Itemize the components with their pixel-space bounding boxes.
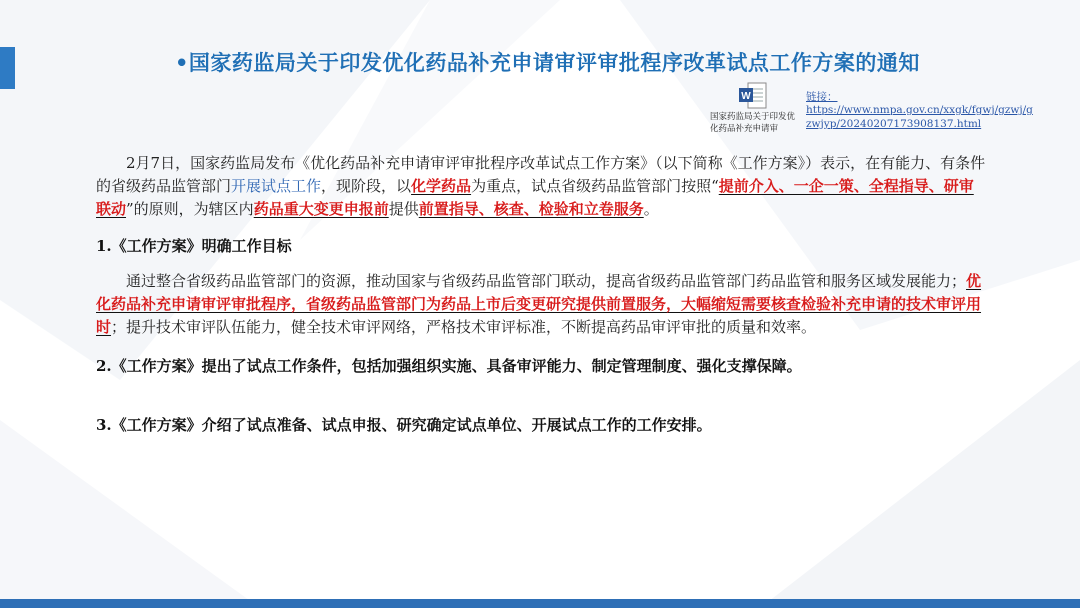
highlight-pilot-work: 开展试点工作: [231, 177, 322, 195]
highlight-services: 前置指导、核查、检验和立卷服务: [418, 200, 644, 218]
word-document-icon[interactable]: [738, 82, 768, 110]
highlight-optimization: 优化药品补充申请审评审批程序，省级药品监管部门为药品上市后变更研究提供前置服务，大幅缩短需要核查检验补充申请的技术审评用时: [96, 272, 982, 336]
intro-paragraph: 2月7日，国家药监局发布《优化药品补充申请审评审批程序改革试点工作方案》（以下简称《工作方案》）表示，在有能力、有条件的省级药品监管部门开展试点工作，现阶段，以化学药品为重点，试点省级药品监管部门按照“提前介入、一企一策、全程指导、研审联动”的原则，为辖区内药品重大变更申报前提供前置指导、核查、检验和立卷服务。: [96, 154, 986, 218]
svg-text:W: W: [741, 91, 751, 102]
left-accent-bar: [0, 47, 15, 89]
highlight-major-change: 药品重大变更申报前: [253, 200, 389, 218]
section-heading-1: 1.《工作方案》明确工作目标: [96, 237, 292, 255]
link-label[interactable]: 链接：: [806, 91, 838, 103]
section-heading-2: 2.《工作方案》提出了试点工作条件，包括加强组织实施、具备审评能力、制定管理制度、强化支撑保障。: [96, 357, 802, 375]
bottom-bar: [0, 599, 1080, 608]
attachment-caption[interactable]: 国家药监局关于印发优化药品补充申请审: [710, 112, 796, 134]
section-heading-3: 3.《工作方案》介绍了试点准备、试点申报、研究确定试点单位、开展试点工作的工作安排。: [96, 416, 712, 434]
link-url[interactable]: https://www.nmpa.gov.cn/xxgk/fgwj/gzwj/gzwjyp/20240207173908137.html: [806, 104, 1033, 130]
goals-paragraph: 通过整合省级药品监管部门的资源，推动国家与省级药品监管部门联动，提高省级药品监管部门药品监管和服务区域发展能力；优化药品补充申请审评审批程序，省级药品监管部门为药品上市后变更研究提供前置服务，大幅缩短需要核查检验补充申请的技术审评用时；提升技术审评队伍能力，健全技术审评网络，严格技术审评标准，不断提高药品审评审批的质量和效率。: [96, 272, 982, 336]
highlight-principles: 提前介入、一企一策、全程指导、研审联动: [96, 177, 974, 218]
main-content: [96, 152, 986, 449]
highlight-chemical-drugs: 化学药品: [411, 177, 472, 195]
page-title: •国家药监局关于印发优化药品补充申请审评审批程序改革试点工作方案的通知: [175, 51, 920, 75]
